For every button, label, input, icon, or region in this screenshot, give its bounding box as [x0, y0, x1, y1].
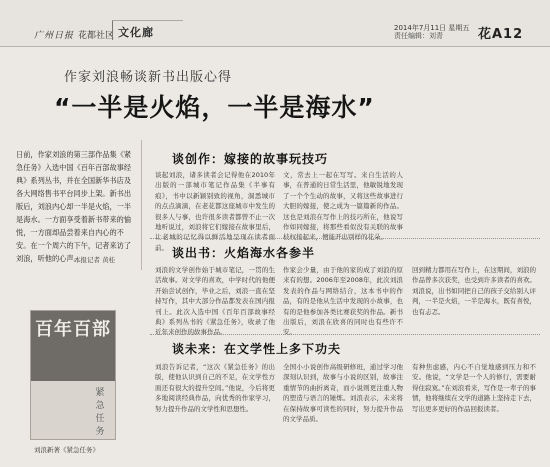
section-creation-col1: 谈起刘浪，诸多读者会记得他在2010年出版的一部城市笔记作品集《半事有痕》，书中以新颖别致的视角，洞悉城市的点点滴滴，在老花都这座城市中发生的很多人与事，也许很多读者都曾不止一次地听说过，刘浪将它们嫁接在故事里后，让老城的记忆得以鲜活地呈现在读者面前。: [155, 171, 275, 252]
section-future-col1: 刘浪告诉记者，“这次《紧急任务》的出版，使他认识到自己的不足，在文学性方面还有很大的提升空间。”他说，今后将更多地阅读经典作品，向优秀的作家学习，努力提升作品的文学性和思想性。: [155, 363, 275, 413]
article-byline: 本报记者 黄桂: [74, 256, 116, 264]
section-creation-col2: 文，常去上一起在写写。来自生活的人事，在普通的日常生活里，他敏锐地发现了一个个生动的故事，又将这些故事进行大胆的嫁接，使之成为一篇篇新的作品。这也是刘浪在写作上的技巧所在，他说写作如同嫁接，将那些看似没有关联的故事枝杈接起来，便能开出别样的花朵。: [283, 171, 403, 242]
section-publishing-col3: 回到精力都用在写作上，在这期间，刘浪的作品曾多次获奖，也受到许多读者的喜欢。刘浪说，出书如同把自己的孩子交给别人评判，一半是火焰，一半是海水，既有喜悦，也有忐忑。: [412, 266, 536, 316]
section-rule: [150, 238, 540, 239]
article-subhead: 作家刘浪畅谈新书出版心得: [64, 70, 233, 85]
section-title-future: 谈未来：在文学性上多下功夫: [172, 342, 342, 356]
community-label: 花都社区: [78, 31, 115, 41]
column-divider: [141, 140, 142, 270]
section-publishing-col1: 刘浪的文学创作始于城市笔记，一贯的生活故事。对文学的喜欢，中学时代的他便开始尝试创作，毕业之后，刘浪一直在坚持写作，其中大部分作品都发表在国内报刊上。此次入选中国《百年百部故事经典》系列丛书的《紧急任务》，收录了他近年来创作的故事作品。: [155, 266, 275, 337]
book-cover-image: [30, 310, 116, 440]
editor-credit: 责任编辑：刘青: [394, 32, 443, 40]
page-number: 花A12: [478, 27, 524, 42]
book-cover-title: 百年百部: [35, 319, 111, 340]
article-intro: 日前，作家刘浪的第三部作品集《紧急任务》入选中国《百年百部故事经典》系列丛书，并在全国新华书店及各大网络售书平台同步上架。新书出版后，刘浪内心却一半是火焰，一半是海水。一方面享受着新书带来的愉悦，一方面却品尝着来自内心的不安。在一个周六的下午，记者来访了刘浪，听他的心声。: [16, 150, 132, 263]
section-title-creation: 谈创作：嫁接的故事玩技巧: [172, 152, 329, 166]
section-future-col3: 有种焦虑感，内心不自觉地感到压力和不安。他说，“文学是一个人的修行，需要耐得住寂寞。”在刘浪看来，写作是一辈子的事情，他将继续在文学的道路上坚持走下去，写出更多更好的作品回报读者。: [412, 363, 536, 413]
newspaper-logo: 广州日报: [34, 31, 75, 41]
book-cover-spine-text: 紧急任务: [95, 388, 105, 437]
section-publishing-col2: 作家会少量，由于他的家的成了刘浪的原来有的想。2006年至2008年，此次刘浪发表的作品与网络结合，这本书中的作品，有的是他从生活中发现的小故事，也有的是他参加各类比赛获奖的作品。新书出版后，刘浪在欣喜的同时也有些许不安。: [283, 266, 403, 337]
section-rule: [150, 334, 540, 335]
book-caption: 刘浪新著《紧急任务》: [34, 446, 99, 454]
section-title-publishing: 谈出书：火焰海水各参半: [172, 246, 316, 260]
section-future-col2: 全国小小说创作高级研修班，通过学习他深刻认识到，故事与小说的区别，故事注重情节的曲折离奇，而小说则更注重人物的塑造与语言的锤炼。刘浪表示，未来将在保持故事可读性的同时，努力提升作品的文学品质。: [283, 363, 403, 424]
section-tab: 文化廊: [118, 26, 154, 39]
article-headline: “一半是火焰，一半是海水”: [54, 93, 375, 122]
masthead: [0, 0, 550, 47]
issue-date: 2014年7月11日 星期五: [394, 24, 470, 32]
